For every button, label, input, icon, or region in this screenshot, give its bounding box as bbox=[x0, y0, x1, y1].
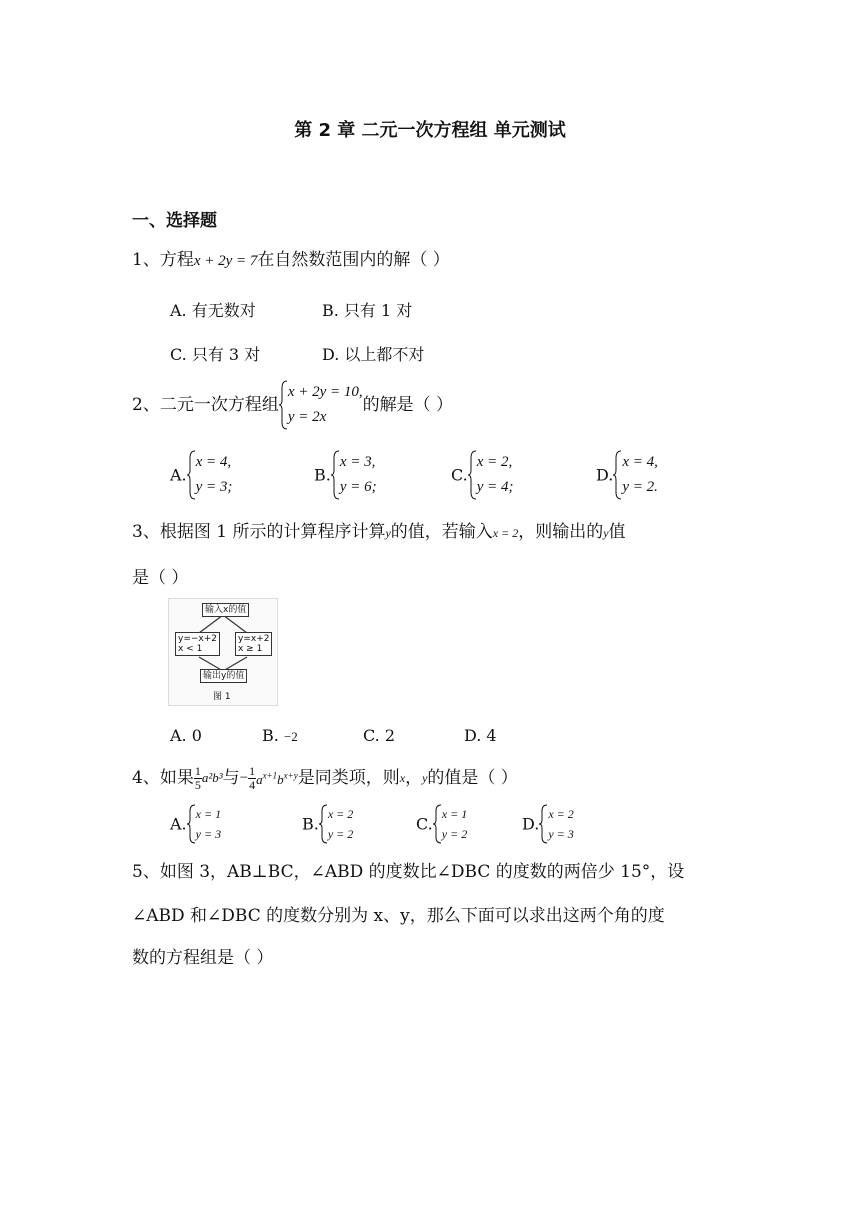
q1-option-b[interactable]: B. 只有 1 对 bbox=[322, 301, 413, 320]
question-5-line-3: 数的方程组是（ ） bbox=[132, 948, 274, 968]
flow-output-box: 输出y的值 bbox=[200, 669, 247, 683]
q3-line-2: 是（ ） bbox=[132, 568, 189, 588]
q2-option-b[interactable]: B. x = 3, y = 6; bbox=[314, 450, 377, 500]
q4-option-b[interactable]: B. x = 2 y = 2 bbox=[302, 807, 354, 841]
page-title: 第 2 章 二元一次方程组 单元测试 bbox=[294, 120, 566, 141]
flow-left-box: y=−x+2 x < 1 bbox=[175, 632, 220, 656]
fraction-one-quarter: $\frac{1}{4}$ bbox=[249, 763, 256, 792]
question-3: 3、根据图 1 所示的计算程序计算y的值，若输入x = 2，则输出的y值 bbox=[132, 522, 626, 542]
q2-system: x + 2y = 10, y = 2x bbox=[279, 380, 363, 430]
q1-option-c[interactable]: C. 只有 3 对 bbox=[170, 345, 261, 364]
q1-suffix: 在自然数范围内的解（ ） bbox=[257, 250, 450, 270]
flow-input-box: 输入x的值 bbox=[202, 603, 249, 617]
question-5-line-2: ∠ABD 和∠DBC 的度数分别为 x、y，那么下面可以求出这两个角的度 bbox=[132, 906, 665, 926]
q3-option-b[interactable]: B. −2 bbox=[262, 726, 298, 745]
question-2 bbox=[132, 380, 453, 430]
q2-suffix: 的解是（ ） bbox=[362, 395, 454, 415]
q1-equation: x + 2y = 7 bbox=[193, 253, 258, 269]
section-heading: 一、选择题 bbox=[132, 211, 217, 231]
question-5-line-1: 5、如图 3，AB⊥BC，∠ABD 的度数比∠DBC 的度数的两倍少 15°，设 bbox=[132, 862, 685, 882]
q2-prefix: 2、二元一次方程组 bbox=[132, 395, 279, 415]
q1-option-a[interactable]: A. 有无数对 bbox=[170, 301, 256, 320]
flowchart-figure bbox=[168, 598, 278, 706]
flow-right-box: y=x+2 x ≥ 1 bbox=[235, 632, 272, 656]
question-1 bbox=[132, 248, 450, 273]
q3-option-a[interactable]: A. 0 bbox=[170, 726, 202, 745]
q2-option-d[interactable]: D. x = 4, y = 2. bbox=[596, 450, 658, 500]
q3-option-c[interactable]: C. 2 bbox=[363, 726, 396, 745]
question-4: 4、如果 $\frac{1}{5}$ a²b³与− $\frac{1}{4}$ $a^{x+1}b^{x+y}$是同类项，则x，y的值是（ ） bbox=[132, 763, 518, 792]
q4-option-d[interactable]: D. x = 2 y = 3 bbox=[522, 807, 574, 841]
figure-caption: 图 1 bbox=[213, 692, 231, 702]
q2-option-a[interactable]: A. x = 4, y = 3; bbox=[170, 450, 232, 500]
fraction-one-fifth: $\frac{1}{5}$ bbox=[194, 763, 201, 792]
q1-prefix: 1、方程 bbox=[132, 250, 194, 270]
q4-option-a[interactable]: A. x = 1 y = 3 bbox=[170, 807, 222, 841]
q3-option-d[interactable]: D. 4 bbox=[464, 726, 497, 745]
q1-option-d[interactable]: D. 以上都不对 bbox=[322, 345, 425, 364]
q2-option-c[interactable]: C. x = 2, y = 4; bbox=[451, 450, 514, 500]
q4-option-c[interactable]: C. x = 1 y = 2 bbox=[416, 807, 468, 841]
